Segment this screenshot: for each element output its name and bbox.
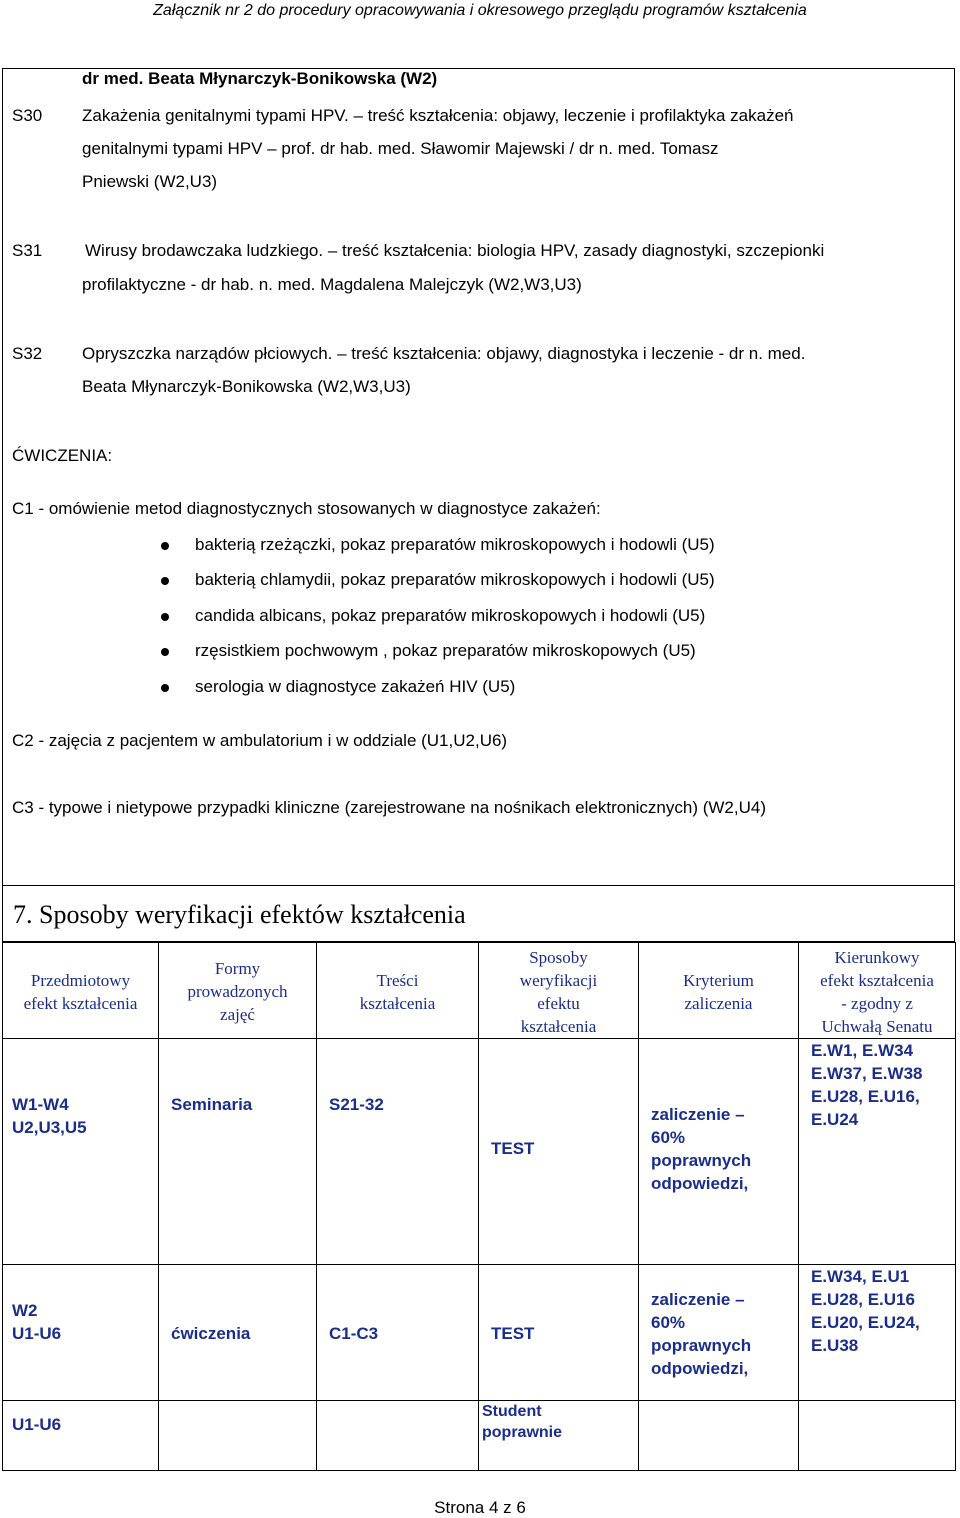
exercises-heading: ĆWICZENIA: [12, 446, 113, 465]
bullet-icon [161, 613, 169, 621]
bullet-icon [161, 684, 169, 692]
exercise-bullet: candida albicans, pokaz preparatów mikroskopowych i hodowli (U5) [195, 606, 706, 625]
bullet-icon [161, 577, 169, 585]
exercise-bullet: bakterią rzeżączki, pokaz preparatów mikroskopowych i hodowli (U5) [195, 535, 715, 554]
seminar-line: Zakażenia genitalnymi typami HPV. – treść kształcenia: objawy, leczenie i profilaktyka zakażeń [82, 106, 794, 125]
table-row [3, 1039, 956, 1265]
method-cell: TEST [479, 1265, 639, 1401]
effect-cell: W2 U1-U6 [3, 1265, 159, 1401]
program-cell: E.W34, E.U1 E.U28, E.U16 E.U20, E.U24, E.U38 [799, 1265, 956, 1401]
bullet-icon [161, 542, 169, 550]
content-cell: C1-C3 [317, 1265, 479, 1401]
section-7-title: 7. Sposoby weryfikacji efektów kształcenia [13, 900, 466, 929]
seminar-line: Opryszczka narządów płciowych. – treść kształcenia: objawy, diagnostyka i leczenie - dr n. med. [82, 344, 806, 363]
verification-table [2, 942, 956, 1471]
seminar-line: Pniewski (W2,U3) [82, 172, 218, 191]
header-cell: Kierunkowy efekt kształcenia - zgodny z Uchwałą Senatu [799, 943, 956, 1039]
table-row [3, 1401, 956, 1471]
seminar-line: Wirusy brodawczaka ludzkiego. – treść kształcenia: biologia HPV, zasady diagnostyki, szczepionki [85, 241, 825, 260]
seminar-line: Beata Młynarczyk-Bonikowska (W2,W3,U3) [82, 377, 411, 396]
exercise-bullet: rzęsistkiem pochwowym , pokaz preparatów mikroskopowych (U5) [195, 641, 696, 660]
header-cell: Kryterium zaliczenia [639, 943, 799, 1039]
header-cell: Treści kształcenia [317, 943, 479, 1039]
form-cell [159, 1401, 317, 1471]
criterion-cell: zaliczenie – 60% poprawnych odpowiedzi, [639, 1265, 799, 1401]
seminar-code: S31 [12, 241, 43, 260]
header-cell: Sposoby weryfikacji efektu kształcenia [479, 943, 639, 1039]
header-cell: Przedmiotowy efekt kształcenia [3, 943, 159, 1039]
content-cell [317, 1401, 479, 1471]
page-header: Załącznik nr 2 do procedury opracowywania i okresowego przeglądu programów kształcenia [153, 2, 807, 19]
seminar-code: S32 [12, 344, 43, 363]
method-cell: Student poprawnie [479, 1401, 639, 1471]
program-cell: E.W1, E.W34 E.W37, E.W38 E.U28, E.U16, E.U24 [799, 1039, 956, 1265]
exercise-bullet: serologia w diagnostyce zakażeń HIV (U5) [195, 677, 516, 696]
bullet-icon [161, 648, 169, 656]
criterion-cell [639, 1401, 799, 1471]
seminar-line: genitalnymi typami HPV – prof. dr hab. med. Sławomir Majewski / dr n. med. Tomasz [82, 139, 719, 158]
exercise-c1: C1 - omówienie metod diagnostycznych stosowanych w diagnostyce zakażeń: [12, 499, 601, 518]
exercise-bullet: bakterią chlamydii, pokaz preparatów mikroskopowych i hodowli (U5) [195, 570, 715, 589]
lecturer-line: dr med. Beata Młynarczyk-Bonikowska (W2) [82, 69, 438, 88]
exercise-c3: C3 - typowe i nietypowe przypadki kliniczne (zarejestrowane na nośnikach elektronicznych) (W2,U4) [12, 798, 766, 817]
section-7-title-box [2, 886, 955, 942]
form-cell: Seminaria [159, 1039, 317, 1265]
seminar-code: S30 [12, 106, 43, 125]
table-row [3, 1265, 956, 1401]
exercise-c2: C2 - zajęcia z pacjentem w ambulatorium i w oddziale (U1,U2,U6) [12, 731, 508, 750]
seminar-line: profilaktyczne - dr hab. n. med. Magdalena Malejczyk (W2,W3,U3) [82, 275, 582, 294]
content-cell: S21-32 [317, 1039, 479, 1265]
page-number: Strona 4 z 6 [434, 1498, 526, 1517]
form-cell: ćwiczenia [159, 1265, 317, 1401]
effect-cell: U1-U6 [3, 1401, 159, 1471]
program-cell [799, 1401, 956, 1471]
header-cell: Formy prowadzonych zajęć [159, 943, 317, 1039]
table-header-row [3, 943, 956, 1039]
effect-cell: W1-W4 U2,U3,U5 [3, 1039, 159, 1265]
criterion-cell: zaliczenie – 60% poprawnych odpowiedzi, [639, 1039, 799, 1265]
method-cell: TEST [479, 1039, 639, 1265]
